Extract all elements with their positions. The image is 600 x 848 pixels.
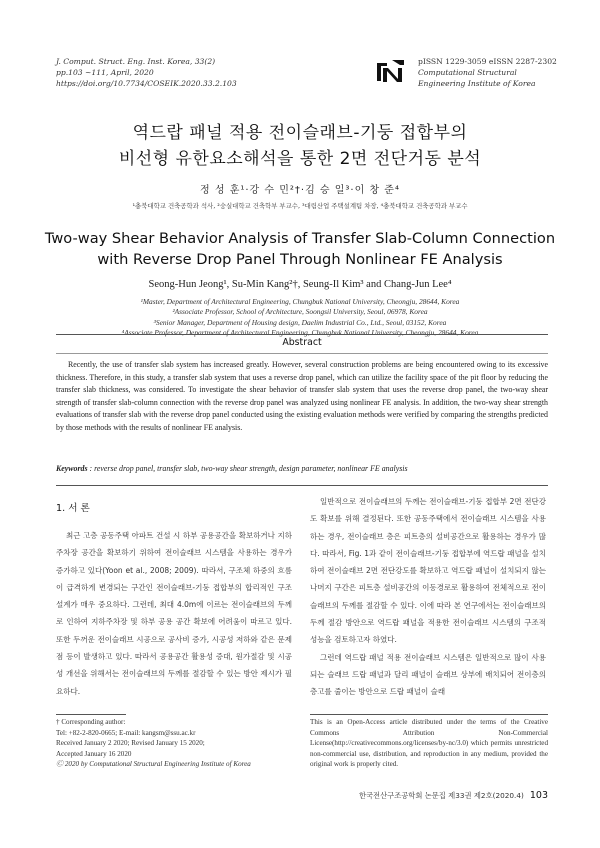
affiliation-1: ¹Master, Department of Architectural Engineering, Chungbuk National University, Cheongju, 28644, Korea xyxy=(140,297,460,306)
journal-citation xyxy=(56,56,296,89)
english-title xyxy=(30,228,570,270)
journal-volume: J. Comput. Struct. Eng. Inst. Korea, 33(2) xyxy=(56,57,216,66)
section-heading-introduction: 1. 서 론 xyxy=(56,503,90,514)
english-authors: Seong-Hun Jeong¹, Su-Min Kang²†, Seung-Il Kim³ and Chang-Jun Lee⁴ xyxy=(148,279,452,290)
page-number: 103 xyxy=(529,790,548,801)
license-footnote: This is an Open-Access article distributed under the terms of the Creative Commons Attribution Non-Commercial License(http://creativecommons.org/licenses/by-nc/3.0) which permits unrestricted non-commercial use, distribution, and reproduction in any medium, provided the original work is properly cited. xyxy=(310,718,548,769)
institute-name-2: Engineering Institute of Korea xyxy=(418,79,536,88)
korean-title xyxy=(40,120,560,172)
contact-info: Tel: +82-2-820-0665; E-mail: kangsm@ssu.ac.kr xyxy=(56,728,196,737)
copyright-notice: Ⓒ 2020 by Computational Structural Engineering Institute of Korea xyxy=(56,760,251,769)
intro-paragraph-2: 일반적으로 전이슬래브의 두께는 전이슬래브-기둥 접합부 2면 전단강도 확보를 위해 결정된다. 또한 공동주택에서 전이슬래브 시스템을 사용하는 경우, 전이슬래브 층은 피트층의 설비공간으로 활용하는 경우가 많다. 따라서, Fig. 1과 같이 전이슬래브-기둥 접합부에 역드랍 패널을 설치하여 전이슬래브 2면 전단강도를 확보하고 역드랍 패널이 설치되지 않는 나머지 구간은 피트층 설비공간의 이동경로로 활용하여 전체적으로 전이슬래브의 두께를 절감할 수 있다. 이에 따라 본 연구에서는 전이슬래브의 두께 절감 방안으로 역드랍 패널을 적용한 전이슬래브 시스템의 구조적 성능을 검토하고자 하였다. xyxy=(310,497,546,645)
english-affiliations xyxy=(40,297,560,339)
right-column xyxy=(310,493,546,701)
keywords-list: : reverse drop panel, transfer slab, two-way shear strength, design parameter, nonlinear FE analysis xyxy=(87,464,408,473)
received-dates: Received January 2 2020; Revised January 15 2020; xyxy=(56,739,205,748)
english-title-line2: with Reverse Drop Panel Through Nonlinear FE Analysis xyxy=(97,251,503,268)
corresponding-author-label: † Corresponding author: xyxy=(56,718,126,726)
korean-title-line2: 비선형 유한요소해석을 통한 2면 전단거동 분석 xyxy=(118,149,482,169)
korean-authors: 정 성 훈¹·강 수 민²†·김 승 일³·이 창 준⁴ xyxy=(200,185,400,196)
institute-name-1: Computational Structural xyxy=(418,68,517,77)
page-footer xyxy=(300,790,548,801)
korean-affiliations: ¹충북대학교 건축공학과 석사, ²숭실대학교 건축학부 부교수, ³대림산업 주택설계팀 차장, ⁴충북대학교 건축공학과 부교수 xyxy=(132,202,468,210)
keywords-line xyxy=(56,464,548,473)
affiliation-4: ⁴Associate Professor, Department of Architectural Engineering, Chungbuk National University, Cheongju, 28644, Korea xyxy=(121,328,479,338)
issn-block xyxy=(418,56,578,89)
affiliation-3: ³Senior Manager, Department of Housing design, Daelim Industrial Co., Ltd., Seoul, 03152, Korea xyxy=(153,317,447,327)
footer-journal: 한국전산구조공학회 논문집 제33권 제2호(2020.4) xyxy=(358,791,524,800)
journal-doi: https://doi.org/10.7734/COSEIK.2020.33.2.103 xyxy=(56,79,237,88)
abstract-divider xyxy=(56,353,548,354)
left-column xyxy=(56,527,292,700)
intro-paragraph-3: 그런데 역드랍 패널 적용 전이슬래브 시스템은 일반적으로 많이 사용되는 슬래브 드랍 패널과 달리 패널이 슬래브 상부에 배치되어 전이층의 층고를 줄이는 방안으로 드랍 패널이 슬래 xyxy=(310,652,546,697)
abstract-text: Recently, the use of transfer slab system has increased greatly. However, several construction problems are being encountered owing to its excessive thickness. Therefore, in this study, a transfer slab system that uses a reverse drop panel, which can utilize the facility space of the pit floor by reducing the transfer slab thickness, was considered. To investigate the shear behavior of transfer slab system that uses the reverse drop panel, the two-way shear strength of transfer slab-column connection with the reverse drop panel was analyzed using nonlinear FE analysis. In addition, the two-way shear strength evaluations of transfer slab with the reverse drop panel conducted using the existing evaluation methods were verified by comparing the strengths predicted by those methods with the results of nonlinear FE analysis. xyxy=(56,360,548,432)
correspondence-footnote xyxy=(56,717,296,770)
intro-paragraph-1: 최근 고층 공동주택 아파트 건설 시 하부 공용공간을 확보하거나 지하주차장 공간을 확보하기 위하여 전이슬래브 시스템을 사용하는 경우가 증가하고 있다(Yoon et al., 2008; 2009). 따라서, 구조체 하중의 흐름이 급격하게 변경되는 구간인 전이슬래브-기둥 접합부의 합리적인 구조설계가 매우 중요하다. 그런데, 최대 4.0m에 이르는 전이슬래브의 두께로 인하여 지하주차장 및 하부 공용 공간 확보에 어려움이 따르고 있다. 또한 두꺼운 전이슬래브 시공으로 공사비 증가, 시공성 저하와 같은 문제점 등이 발생하고 있다. 따라서 공용공간 활용성 증대, 원가절감 및 시공성 개선을 위해서는 전이슬래브의 두께를 절감할 수 있는 방안 제시가 필요하다. xyxy=(56,531,292,696)
issn-numbers: pISSN 1229-3059 eISSN 2287-2302 xyxy=(418,57,557,66)
accepted-date: Accepted January 16 2020 xyxy=(56,749,132,758)
korean-title-line1: 역드랍 패널 적용 전이슬래브-기둥 접합부의 xyxy=(132,123,468,143)
journal-logo-icon xyxy=(374,57,406,85)
english-title-line1: Two-way Shear Behavior Analysis of Transfer Slab-Column Connection xyxy=(44,230,556,247)
keywords-label: Keywords xyxy=(56,464,88,473)
abstract-heading: Abstract xyxy=(282,337,322,348)
footnote-divider-right xyxy=(310,714,548,715)
footnote-divider-left xyxy=(56,714,126,715)
affiliation-2: ²Associate Professor, School of Architecture, Soongsil University, Seoul, 06978, Korea xyxy=(172,307,428,317)
journal-pages: pp.103 ~111, April, 2020 xyxy=(56,68,154,77)
